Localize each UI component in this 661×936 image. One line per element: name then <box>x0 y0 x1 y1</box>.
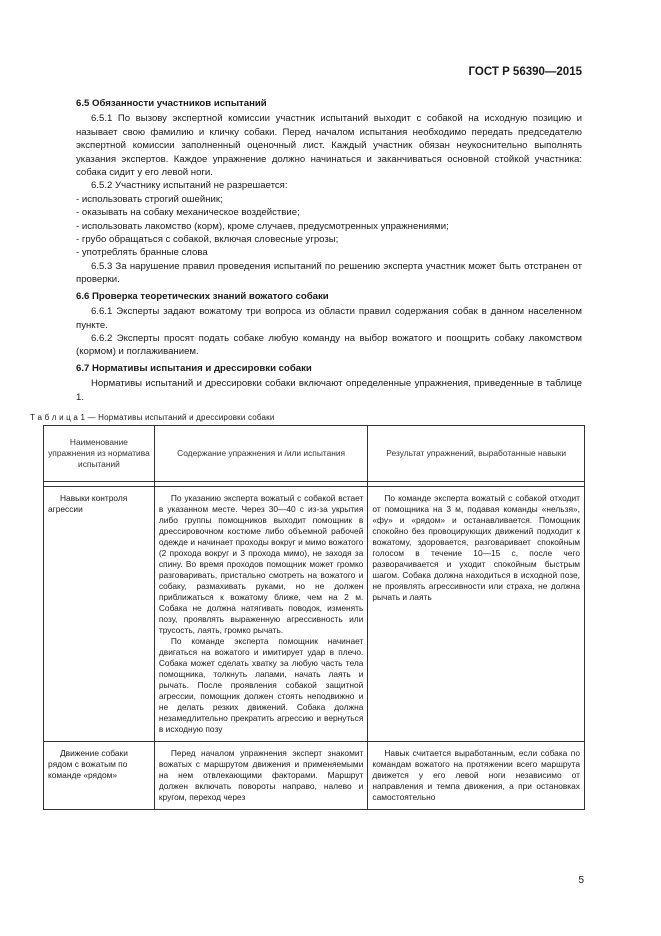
content-paragraph: По указанию эксперта вожатый с собакой встает в указанном месте. Через 30—40 с из-за укрытия либо группы помощников выходит помощник в дрессировочном костюме либо объемной рабочей одежде и начинает проходы вокруг и мимо вожатого (2 прохода вокруг и 3 прохода мимо), не заходя за спину. Во время проходов помощник может громко разговаривать, пристально смотреть на вожатого и собаку, размахивать руками, но не должен приближаться к вожатому ближе, чем на 2 м. Собака не должна натягивать поводок, изменять позу, проявлять выраженную агрессивность или трусость, лаять, громко рычать. <box>158 493 364 635</box>
section-6-5-title: 6.5 Обязанности участников испытаний <box>76 98 267 109</box>
standards-table <box>43 425 585 810</box>
exercise-content <box>154 742 368 810</box>
paragraph-6-6-2: 6.6.2 Эксперты просят подать собаке любую команду на выбор вожатого и поощрить собаку лакомством (кормом) и поглаживанием. <box>76 332 582 358</box>
list-item: - использовать строгий ошейник; <box>76 193 223 205</box>
paragraph-6-6-1: 6.6.1 Эксперты задают вожатому три вопроса из области правил содержания собак в данном населенном пункте. <box>76 306 582 331</box>
exercise-name: Движение собаки рядом с вожатым по команде «рядом» <box>44 742 155 810</box>
column-header-result: Результат упражнений, выработанные навыки <box>368 426 585 482</box>
document-code: ГОСТ Р 56390—2015 <box>468 66 582 78</box>
table-row <box>44 487 585 742</box>
exercise-name: Навыки контроля агрессии <box>44 487 155 742</box>
paragraph-6-7: Нормативы испытаний и дрессировки собаки включают определенные упражнения, приведенные в таблице 1. <box>76 378 582 403</box>
exercise-result <box>368 487 585 742</box>
list-item: - грубо обращаться с собакой, включая словесные угрозы; <box>76 234 339 246</box>
list-item: - использовать лакомство (корм), кроме случаев, предусмотренных упражнениями; <box>76 220 449 232</box>
list-item: - оказывать на собаку механическое воздействие; <box>76 207 300 219</box>
table-row <box>44 742 585 810</box>
result-paragraph: По команде эксперта вожатый с собакой отходит от помощника на 3 м, подавая команды «нельзя», «фу» и «рядом» и останавливается. Помощник спокойно без провоцирующих движений подходит к вожатому, здоровается, разговаривает спокойным голосом в течение 10—15 с, после чего разворачивается и уходит спокойным быстрым шагом. Собака должна находиться в исходной позе, не проявлять агрессивности или страха, не должна рычать и лаять <box>372 493 580 602</box>
exercise-content <box>154 487 368 742</box>
content-paragraph: Перед началом упражнения эксперт знакомит вожатых с маршрутом движения и применяемыми на нем отвлекающими факторами. Маршрут должен включать повороты направо, налево и кругом, переход через <box>158 748 364 802</box>
content-paragraph: По команде эксперта помощник начинает двигаться на вожатого и имитирует удар в плечо. Собака может сделать хватку за любую часть тела помощника, толкнуть лапами, начать лаять и рычать. После проявления собакой защитной агрессии, помощник должен стоять неподвижно и не делать резких движений. Собака должна незамедлительно прекратить агрессию и вернуться в исходную позу <box>158 636 364 734</box>
result-paragraph: Навык считается выработанным, если собака по командам вожатого на протяжении всего маршрута движется у его левой ноги независимо от направления и темпа движения, а при остановках самостоятельно <box>372 748 580 802</box>
exercise-result <box>368 742 585 810</box>
document-body <box>76 97 582 404</box>
page-number: 5 <box>578 875 584 886</box>
list-item: - употреблять бранные слова <box>76 247 208 259</box>
table-caption: Т а б л и ц а 1 — Нормативы испытаний и дрессировки собаки <box>30 413 275 422</box>
column-header-content: Содержание упражнения и /или испытания <box>154 426 368 482</box>
paragraph-6-5-2: 6.5.2 Участнику испытаний не разрешается: <box>91 180 288 192</box>
paragraph-6-5-1: 6.5.1 По вызову экспертной комиссии участник испытаний выходит с собакой на исходную позицию и называет свою фамилию и кличку собаки. Перед началом испытания необходимо передать председателю экспертной комиссии заполненный оценочный лист. Каждый участник обязан неукоснительно выполнять указания экспертов. Каждое упражнение должно начинаться и заканчиваться основной стойкой участника: собака сидит у его левой ноги. <box>76 113 582 179</box>
table-header-row <box>44 426 585 482</box>
section-6-6-title: 6.6 Проверка теоретических знаний вожатого собаки <box>76 290 329 302</box>
section-6-7-title: 6.7 Нормативы испытания и дрессировки собаки <box>76 362 312 374</box>
column-header-name: Наименование упражнения из норматива испытаний <box>44 426 155 482</box>
paragraph-6-5-3: 6.5.3 За нарушение правил проведения испытаний по решению эксперта участник может быть отстранен от проверки. <box>76 260 582 286</box>
